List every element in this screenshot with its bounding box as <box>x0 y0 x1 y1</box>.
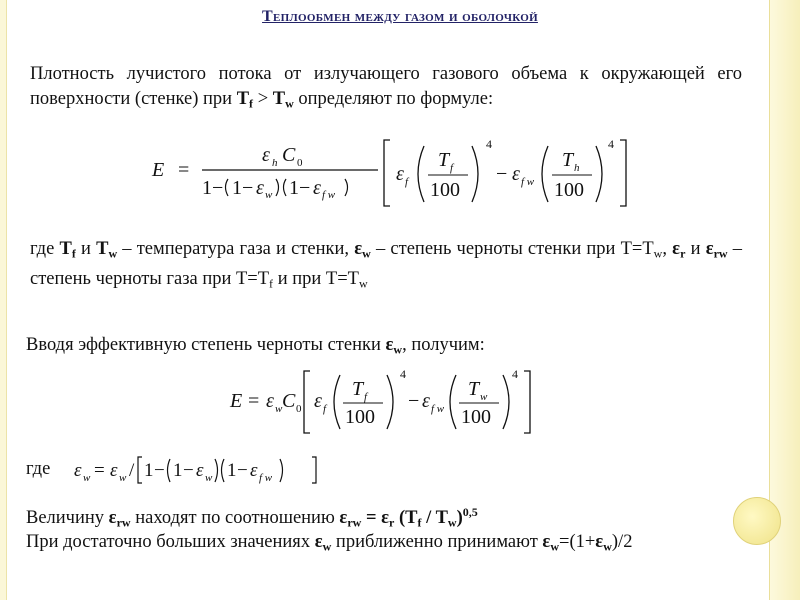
f2-100-b: 100 <box>461 406 491 428</box>
intro-sub-w: w <box>285 96 294 111</box>
introduce-text-1: Вводя эффективную степень черноты стенки <box>26 335 386 355</box>
f3-right-bracket <box>312 457 316 483</box>
introduce-paragraph <box>26 333 738 363</box>
where-eps-r: ε <box>672 239 681 259</box>
f2-sub-w-2: w <box>480 391 488 403</box>
introduce-eps: ε <box>385 335 394 355</box>
f2-rparen-a <box>387 375 393 429</box>
slide-title: Теплообмен между газом и оболочкой <box>262 8 538 25</box>
large-eps-w-2: ε <box>542 532 551 552</box>
f3-sub-w2: w <box>205 472 213 484</box>
formula-radiant-flux <box>150 132 630 212</box>
f1-eps-f: ε <box>396 163 404 185</box>
where-tw-sub-2: w <box>358 276 368 291</box>
where-text-1: где <box>30 239 60 259</box>
value-sub-r: r <box>389 515 395 530</box>
f2-minus: − <box>408 390 420 412</box>
where-and: и <box>75 239 97 259</box>
f1-left-bracket <box>384 140 390 206</box>
f2-sub-fw: f w <box>431 403 445 415</box>
f1-minus-mid: − <box>496 163 508 185</box>
f1-den-minus-3: − <box>299 177 311 199</box>
introduce-text-2: , получим: <box>402 335 485 355</box>
f1-eq: = <box>178 159 190 181</box>
intro-T1: T <box>236 89 250 109</box>
where-eps-sub-r: r <box>680 246 686 261</box>
f1-pow-b: 4 <box>608 137 614 151</box>
f3-lparen-2 <box>222 459 225 482</box>
where-tw-sub: w <box>653 246 663 261</box>
where2-label: где <box>26 459 51 479</box>
f1-den-eps-fw: ε <box>313 177 321 199</box>
formula-effective <box>228 365 538 437</box>
f3-slash: / <box>129 460 135 481</box>
formula-effective-emissivity <box>70 452 330 488</box>
f1-den-minus: − <box>212 177 224 199</box>
large-text-3: =(1+ <box>559 532 596 552</box>
where-eps-rw: ε <box>705 239 714 259</box>
where-comma: , <box>662 239 673 259</box>
value-text-1: Величину <box>26 508 109 529</box>
f1-eps-fw: ε <box>512 163 520 185</box>
f2-Tf: T <box>352 378 364 400</box>
large-sub-w: w <box>322 539 332 554</box>
f2-eq: = <box>248 390 260 412</box>
f1-100-b: 100 <box>554 179 584 201</box>
value-sub-rw: rw <box>116 515 131 530</box>
f1-lparen-b <box>542 146 548 202</box>
f2-left-bracket <box>304 371 310 433</box>
f2-sub-w: w <box>275 403 283 415</box>
f2-eps-fw: ε <box>422 390 430 412</box>
value-rp: ) <box>456 508 463 529</box>
f1-rparen-a <box>472 146 478 202</box>
where-text-4: – степень черноты газа при T=T <box>30 239 743 289</box>
f3-eps-w2: ε <box>196 460 204 481</box>
f1-den-one-3: 1 <box>289 177 299 199</box>
large-sub-w-2: w <box>550 539 560 554</box>
f1-den-lparen-outer <box>226 179 229 196</box>
f3-one-3: 1 <box>227 460 237 481</box>
f2-E: E <box>230 390 243 412</box>
where-text-2: – температура газа и стенки, <box>117 239 355 259</box>
f1-den-sub-fw: f w <box>322 189 336 201</box>
large-eps-w: ε <box>314 532 323 552</box>
f1-den-one: 1 <box>202 177 212 199</box>
intro-text-before: Плотность лучистого потока от излучающего газового объема к окружающей его поверхности (стенке) при <box>30 64 742 109</box>
f1-num-sub-h: h <box>272 157 278 169</box>
f3-left-bracket <box>138 457 142 483</box>
f3-minus-2: − <box>183 460 194 481</box>
f3-sub-w: w <box>119 472 127 484</box>
f2-eps-w: ε <box>266 390 274 412</box>
f2-pow-b: 4 <box>512 367 518 381</box>
where-eps-sub-rw: rw <box>713 246 728 261</box>
f1-den-eps-w: ε <box>256 177 264 199</box>
f3-sub-w-eff: w <box>83 472 91 484</box>
f2-100-a: 100 <box>345 406 375 428</box>
value-eps-rw: ε <box>108 508 117 529</box>
intro-gt: > <box>253 89 273 109</box>
f1-pow-a: 4 <box>486 137 492 151</box>
f1-den-sub-w: w <box>265 189 273 201</box>
where-T-f: T <box>59 239 72 259</box>
f1-den-rparen-1 <box>276 179 279 196</box>
f1-E: E <box>152 159 165 181</box>
f2-C: C <box>282 390 296 412</box>
value-sub-f: f <box>417 515 422 530</box>
f1-num-C: C <box>282 144 296 166</box>
where-and-2: и <box>685 239 706 259</box>
f1-sub-fw: f w <box>521 176 535 188</box>
f3-sub-fw: f w <box>259 472 273 484</box>
f2-sub-f: f <box>323 403 327 415</box>
large-sub-w-3: w <box>603 539 612 554</box>
large-eps-w-3: ε <box>595 532 604 552</box>
f3-eps-w-eff: ε <box>74 460 82 481</box>
value-sub-w: w <box>447 515 457 530</box>
value-lp: (T <box>394 508 418 529</box>
large-text-1: При достаточно больших значениях <box>26 532 315 552</box>
where-text-5: и при T=T <box>273 268 359 289</box>
large-paragraph <box>26 530 738 560</box>
f1-Tf: T <box>438 149 450 171</box>
f3-eq: = <box>94 460 105 481</box>
f3-one: 1 <box>144 460 154 481</box>
decor-circle <box>733 497 781 545</box>
where-sub-f: f <box>71 246 76 261</box>
large-text-2: приближенно принимают <box>331 532 543 552</box>
intro-paragraph <box>30 62 742 117</box>
f2-right-bracket <box>524 371 530 433</box>
where-sub-w: w <box>108 246 118 261</box>
f1-num-eps: ε <box>262 144 270 166</box>
where-eps-w: ε <box>354 239 363 259</box>
left-decor-band <box>0 0 7 600</box>
f3-eps-w: ε <box>110 460 118 481</box>
intro-T2: T <box>272 89 286 109</box>
where-tf-sub: f <box>269 276 274 291</box>
f2-Tw: T <box>468 378 480 400</box>
value-text-2: находят по соотношению <box>130 508 340 529</box>
f1-right-bracket <box>620 140 626 206</box>
f1-sub-f-2: f <box>450 162 454 174</box>
f3-rparen-2 <box>280 459 283 482</box>
f1-den-lparen-2 <box>284 179 287 196</box>
f3-eps-fw: ε <box>250 460 258 481</box>
where-text-3: – степень черноты стенки при T=T <box>370 239 654 259</box>
value-sub-rw-2: rw <box>347 515 362 530</box>
value-eq: = <box>361 508 382 529</box>
f3-lparen-1 <box>168 459 171 482</box>
f2-eps-f: ε <box>314 390 322 412</box>
value-slash: / T <box>421 508 448 529</box>
f1-sub-f: f <box>405 176 409 188</box>
f1-lparen-a <box>418 146 424 202</box>
f1-Th: T <box>562 149 574 171</box>
f2-pow-a: 4 <box>400 367 406 381</box>
f1-rparen-b <box>596 146 602 202</box>
where-T-w: T <box>96 239 109 259</box>
where-eps-sub-w: w <box>362 246 371 261</box>
large-text-4: )/2 <box>611 532 633 552</box>
f3-minus: − <box>154 460 165 481</box>
introduce-sub-w: w <box>393 342 403 357</box>
intro-text-after: определяют по формуле: <box>293 89 494 109</box>
f3-minus-3: − <box>237 460 248 481</box>
f1-sub-h: h <box>574 162 580 174</box>
value-eps-rw-2: ε <box>339 508 348 529</box>
f1-den-rparen-2 <box>345 179 348 196</box>
value-pow: 0,5 <box>462 505 478 519</box>
f2-lparen-a <box>334 375 340 429</box>
where-paragraph <box>30 237 742 296</box>
f1-den-one-2: 1 <box>232 177 242 199</box>
f2-lparen-b <box>450 375 456 429</box>
f3-one-2: 1 <box>173 460 183 481</box>
f1-den-minus-2: − <box>242 177 254 199</box>
f2-sub-f-2: f <box>364 391 368 403</box>
f1-num-sub-0: 0 <box>297 157 303 169</box>
f3-rparen-1 <box>215 459 218 482</box>
f2-sub-0: 0 <box>296 403 302 415</box>
intro-sub-f: f <box>249 96 254 111</box>
value-eps-r: ε <box>381 508 390 529</box>
f1-100-a: 100 <box>430 179 460 201</box>
f2-rparen-b <box>503 375 509 429</box>
